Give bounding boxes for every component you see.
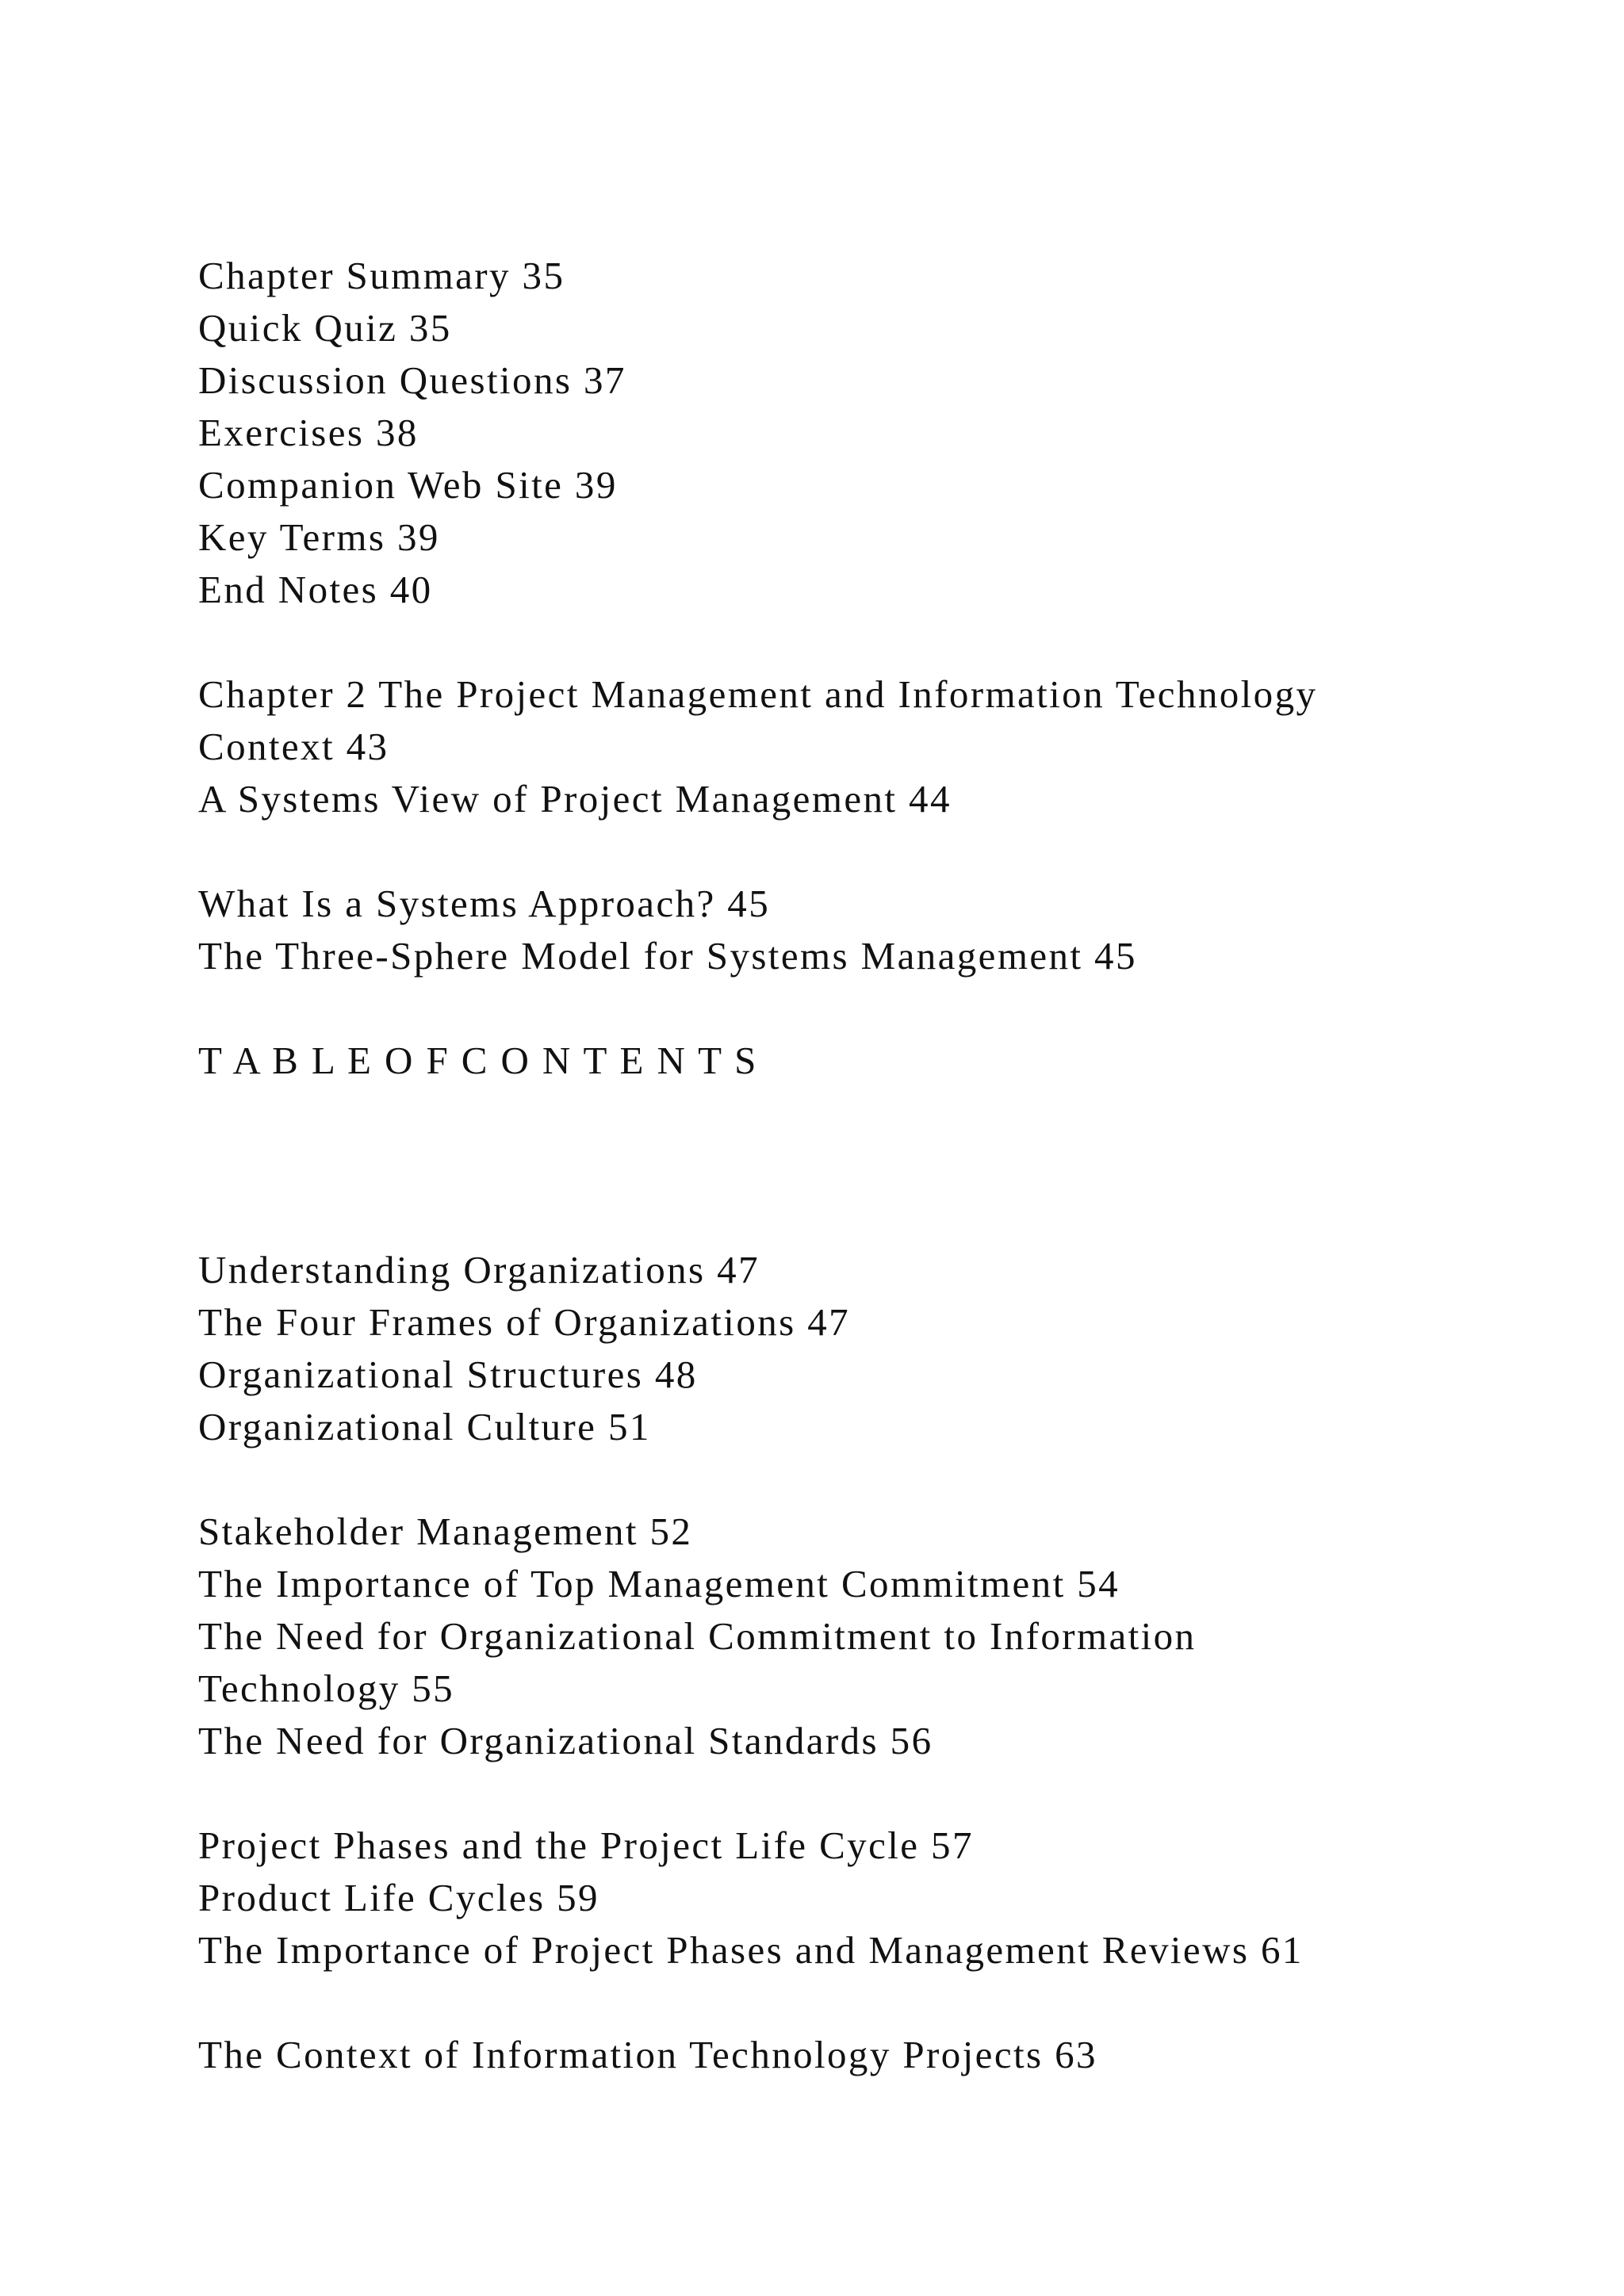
toc-entry-organizational-commitment-it-continued: Technology 55 [198, 1667, 455, 1710]
toc-entry-key-terms: Key Terms 39 [198, 515, 440, 559]
toc-entry-organizational-culture: Organizational Culture 51 [198, 1405, 651, 1448]
toc-entry-four-frames: The Four Frames of Organizations 47 [198, 1300, 851, 1344]
toc-entry-context-it-projects: The Context of Information Technology Projects 63 [198, 2033, 1097, 2076]
toc-entry-organizational-commitment-it: The Need for Organizational Commitment to Information [198, 1614, 1197, 1658]
toc-entry-top-management-commitment: The Importance of Top Management Commitment 54 [198, 1562, 1120, 1605]
toc-entry-chapter-2-title-continued: Context 43 [198, 725, 389, 768]
toc-entry-project-phases-life-cycle: Project Phases and the Project Life Cycle 57 [198, 1823, 974, 1867]
toc-entry-end-notes: End Notes 40 [198, 568, 433, 611]
toc-entry-chapter-2-title: Chapter 2 The Project Management and Information Technology [198, 672, 1318, 716]
toc-entry-systems-view: A Systems View of Project Management 44 [198, 777, 952, 821]
toc-entry-exercises: Exercises 38 [198, 411, 419, 454]
toc-entry-product-life-cycles: Product Life Cycles 59 [198, 1876, 599, 1919]
toc-entry-organizational-structures: Organizational Structures 48 [198, 1353, 698, 1396]
toc-entry-chapter-summary: Chapter Summary 35 [198, 254, 565, 297]
toc-entry-companion-web-site: Companion Web Site 39 [198, 463, 618, 507]
toc-entry-quick-quiz: Quick Quiz 35 [198, 306, 452, 350]
toc-entry-three-sphere-model: The Three-Sphere Model for Systems Management 45 [198, 934, 1137, 978]
toc-entry-organizational-standards: The Need for Organizational Standards 56 [198, 1719, 933, 1762]
toc-entry-systems-approach: What Is a Systems Approach? 45 [198, 882, 771, 925]
toc-entry-phases-management-reviews: The Importance of Project Phases and Management Reviews 61 [198, 1928, 1304, 1972]
page-heading-table-of-contents: T A B L E O F C O N T E N T S [198, 1039, 758, 1082]
toc-entry-understanding-organizations: Understanding Organizations 47 [198, 1248, 760, 1292]
toc-entry-stakeholder-management: Stakeholder Management 52 [198, 1510, 693, 1553]
toc-entry-discussion-questions: Discussion Questions 37 [198, 358, 626, 402]
